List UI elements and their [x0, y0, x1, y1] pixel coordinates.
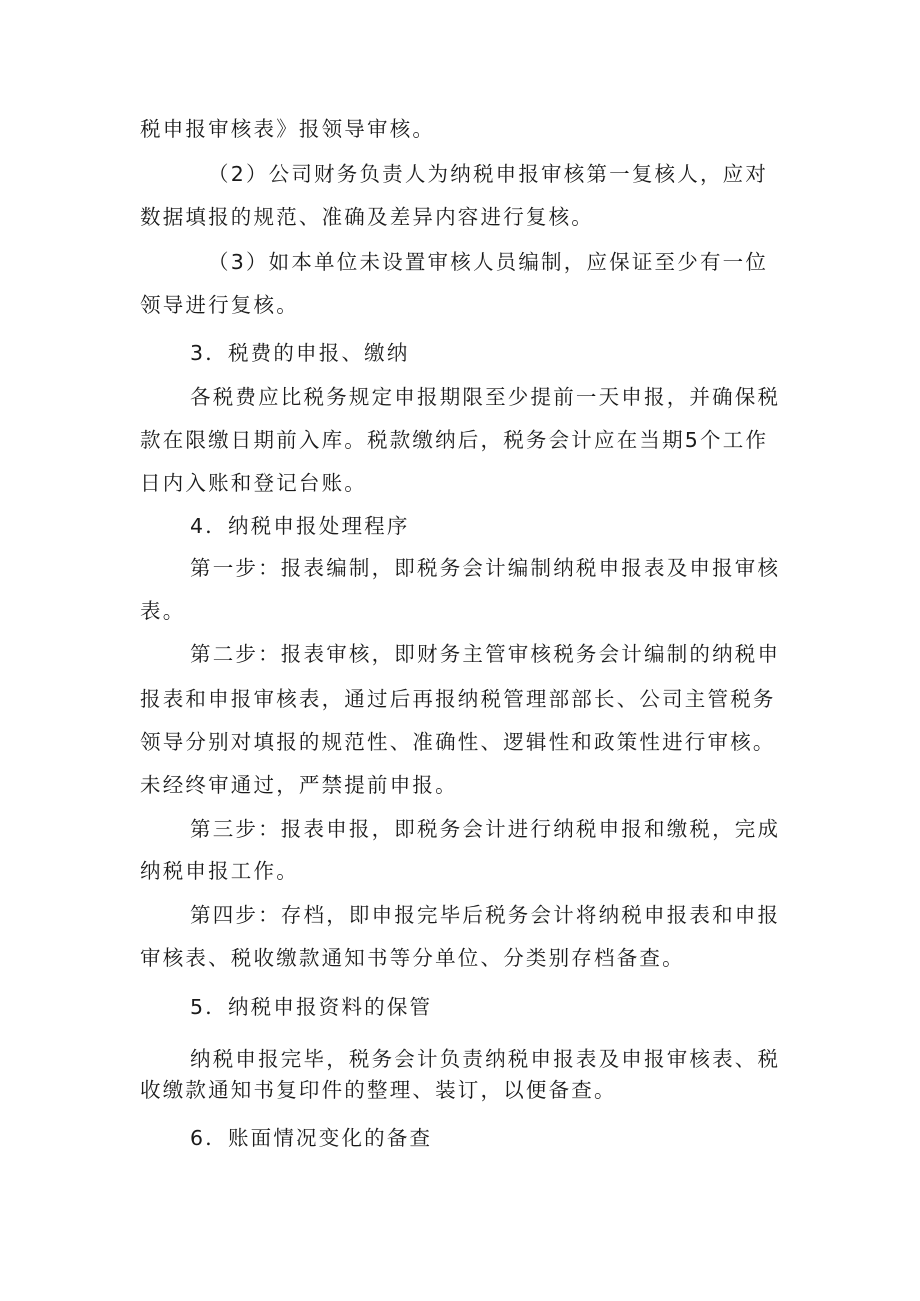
- text-line: 纳税申报工作。: [140, 859, 299, 883]
- text-line: 收缴款通知书复印件的整理、装订，以便备查。: [140, 1078, 617, 1102]
- section-heading: 6．账面情况变化的备查: [190, 1126, 433, 1150]
- text-line: 报表和申报审核表，通过后再报纳税管理部部长、公司主管税务: [140, 687, 776, 711]
- text-line: 表。: [140, 599, 186, 623]
- section-heading: 5．纳税申报资料的保管: [190, 995, 433, 1019]
- section-heading: 4．纳税申报处理程序: [190, 514, 410, 538]
- text-line: 税申报审核表》报领导审核。: [140, 117, 436, 141]
- text-line: 数据填报的规范、准确及差异内容进行复核。: [140, 205, 594, 229]
- text-line: 纳税申报完毕，税务会计负责纳税申报表及申报审核表、税: [190, 1047, 781, 1071]
- text-line: （3）如本单位未设置审核人员编制，应保证至少有一位: [208, 250, 769, 274]
- text-line: 第三步：报表申报，即税务会计进行纳税申报和缴税，完成: [190, 817, 781, 841]
- text-line: 领导进行复核。: [140, 293, 299, 317]
- text-line: 第四步：存档，即申报完毕后税务会计将纳税申报表和申报: [190, 903, 781, 927]
- text-line: 领导分别对填报的规范性、准确性、逻辑性和政策性进行审核。: [140, 730, 776, 754]
- text-line: 第二步：报表审核，即财务主管审核税务会计编制的纳税申: [190, 642, 781, 666]
- text-line: 日内入账和登记台账。: [140, 471, 367, 495]
- text-line: 未经终审通过，严禁提前申报。: [140, 773, 458, 797]
- text-line: 审核表、税收缴款通知书等分单位、分类别存档备查。: [140, 946, 685, 970]
- text-line: 各税费应比税务规定申报期限至少提前一天申报，并确保税: [190, 385, 781, 409]
- text-line: 第一步：报表编制，即税务会计编制纳税申报表及申报审核: [190, 556, 781, 580]
- text-line: （2）公司财务负责人为纳税申报审核第一复核人，应对: [208, 162, 769, 186]
- text-line: 款在限缴日期前入库。税款缴纳后，税务会计应在当期5个工作: [140, 428, 769, 452]
- section-heading: 3．税费的申报、缴纳: [190, 341, 410, 365]
